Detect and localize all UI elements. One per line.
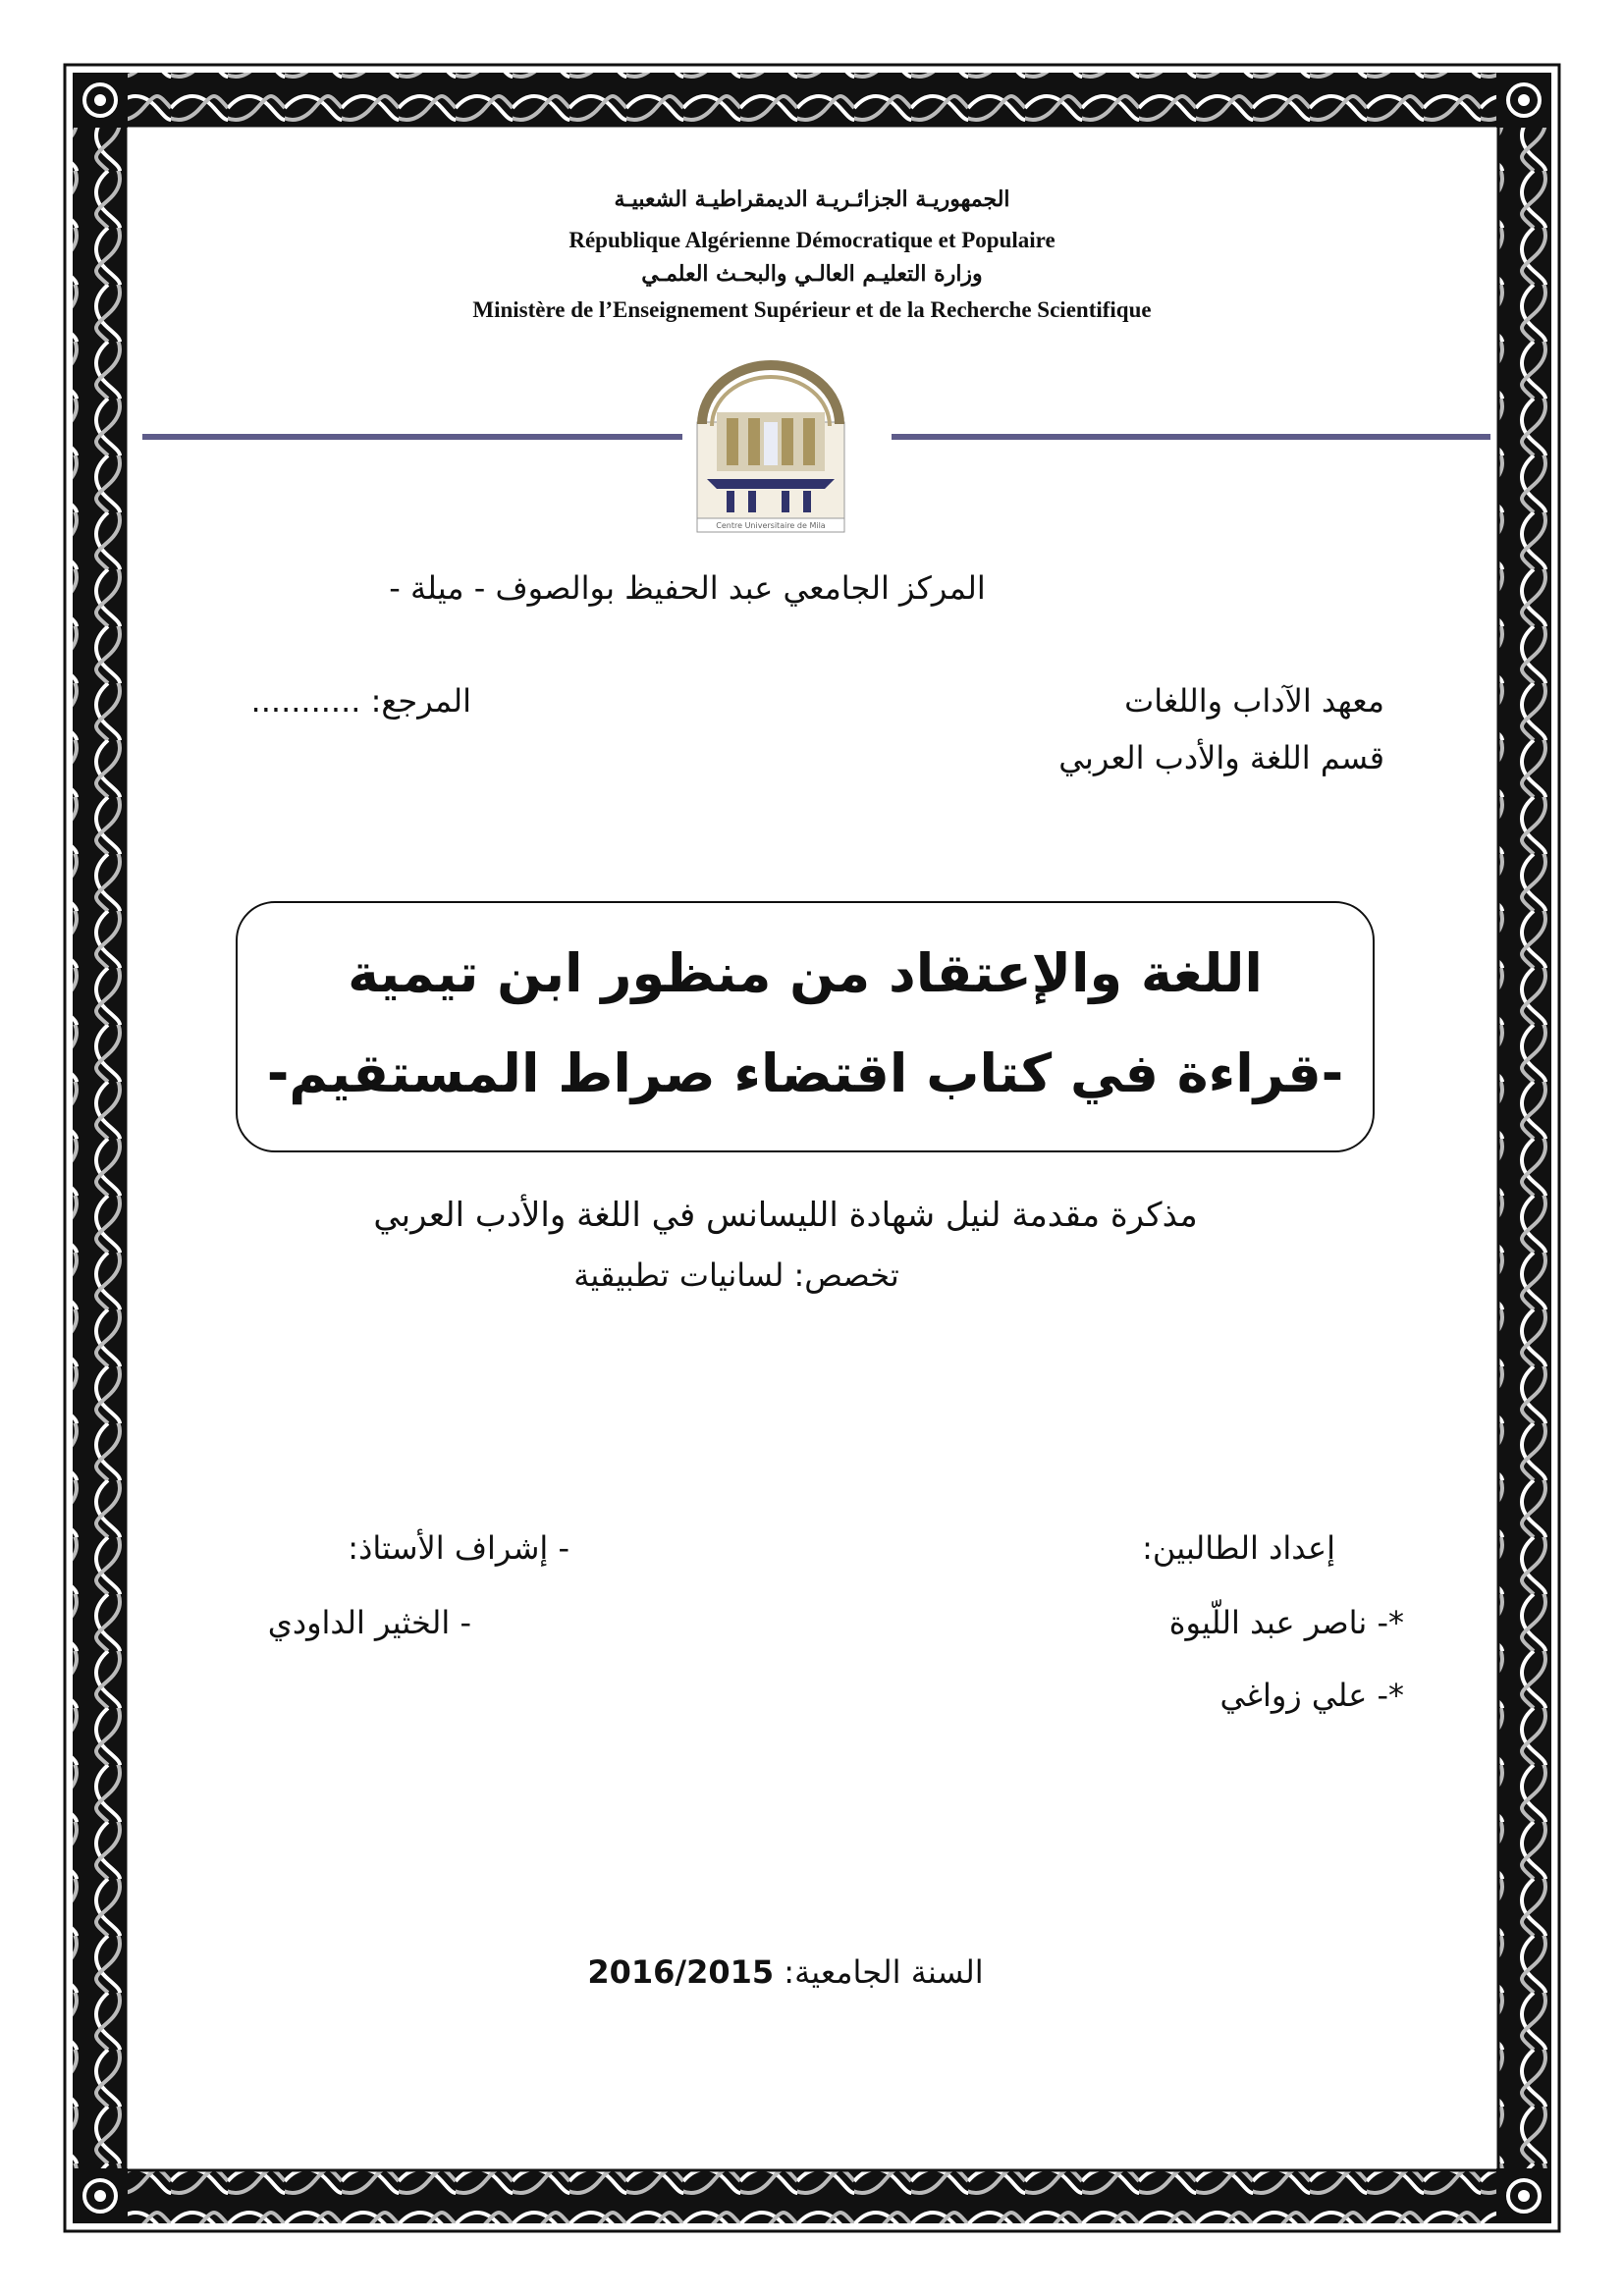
university-center: المركز الجامعي عبد الحفيظ بوالصوف - ميلة - bbox=[389, 569, 986, 607]
header-rule-left bbox=[142, 434, 682, 440]
author-name: ناصر عبد اللّيوة bbox=[1168, 1604, 1368, 1641]
republic-name-fr: République Algérienne Démocratique et Populaire bbox=[568, 228, 1056, 252]
supervisor-item bbox=[196, 1604, 471, 1641]
author-name: علي زواغي bbox=[1219, 1677, 1368, 1714]
corner-ornament bbox=[73, 2168, 128, 2223]
supervisor-name: الخثير الداودي bbox=[267, 1604, 451, 1641]
corner-ornament bbox=[73, 73, 128, 128]
academic-year bbox=[393, 1953, 1178, 1991]
republic-name-ar: الجمهوريـة الجزائـريـة الديمقراطيـة الشعبيـة bbox=[614, 187, 1010, 212]
corner-ornament bbox=[1496, 2168, 1551, 2223]
supervisor-label: - إشراف الأستاذ: bbox=[348, 1529, 569, 1567]
list-marker: - bbox=[460, 1604, 471, 1641]
specialty: تخصص: لسانيات تطبيقية bbox=[573, 1256, 899, 1294]
academic-year-value: 2016/2015 bbox=[587, 1953, 775, 1991]
author-item bbox=[982, 1677, 1404, 1714]
header-rule-right bbox=[892, 434, 1490, 440]
university-logo bbox=[687, 353, 854, 540]
title-frame bbox=[236, 901, 1375, 1152]
institute-name: معهد الآداب واللغات bbox=[1124, 682, 1384, 720]
authors-label: إعداد الطالبين: bbox=[1142, 1529, 1335, 1567]
thesis-subtitle: -قراءة في كتاب اقتضاء صراط المستقيم- bbox=[266, 1042, 1344, 1104]
corner-ornament bbox=[1496, 73, 1551, 128]
thesis-title: اللغة والإعتقاد من منظور ابن تيمية bbox=[348, 942, 1263, 1004]
thesis-purpose: مذكرة مقدمة لنيل شهادة الليسانس في اللغة والأدب العربي bbox=[373, 1196, 1198, 1235]
academic-year-label: السنة الجامعية: bbox=[784, 1953, 984, 1991]
logo-caption: Centre Universitaire de Mila bbox=[716, 521, 826, 530]
ministry-name-fr: Ministère de l’Enseignement Supérieur et de la Recherche Scientifique bbox=[472, 297, 1152, 322]
author-item bbox=[982, 1604, 1404, 1641]
ministry-name-ar: وزارة التعليـم العالـي والبحـث العلمـي bbox=[641, 261, 983, 287]
department-name: قسم اللغة والأدب العربي bbox=[1058, 739, 1384, 776]
reference-field: المرجع: ........... bbox=[250, 682, 471, 720]
list-marker: *- bbox=[1377, 1677, 1404, 1714]
list-marker: *- bbox=[1377, 1604, 1404, 1641]
